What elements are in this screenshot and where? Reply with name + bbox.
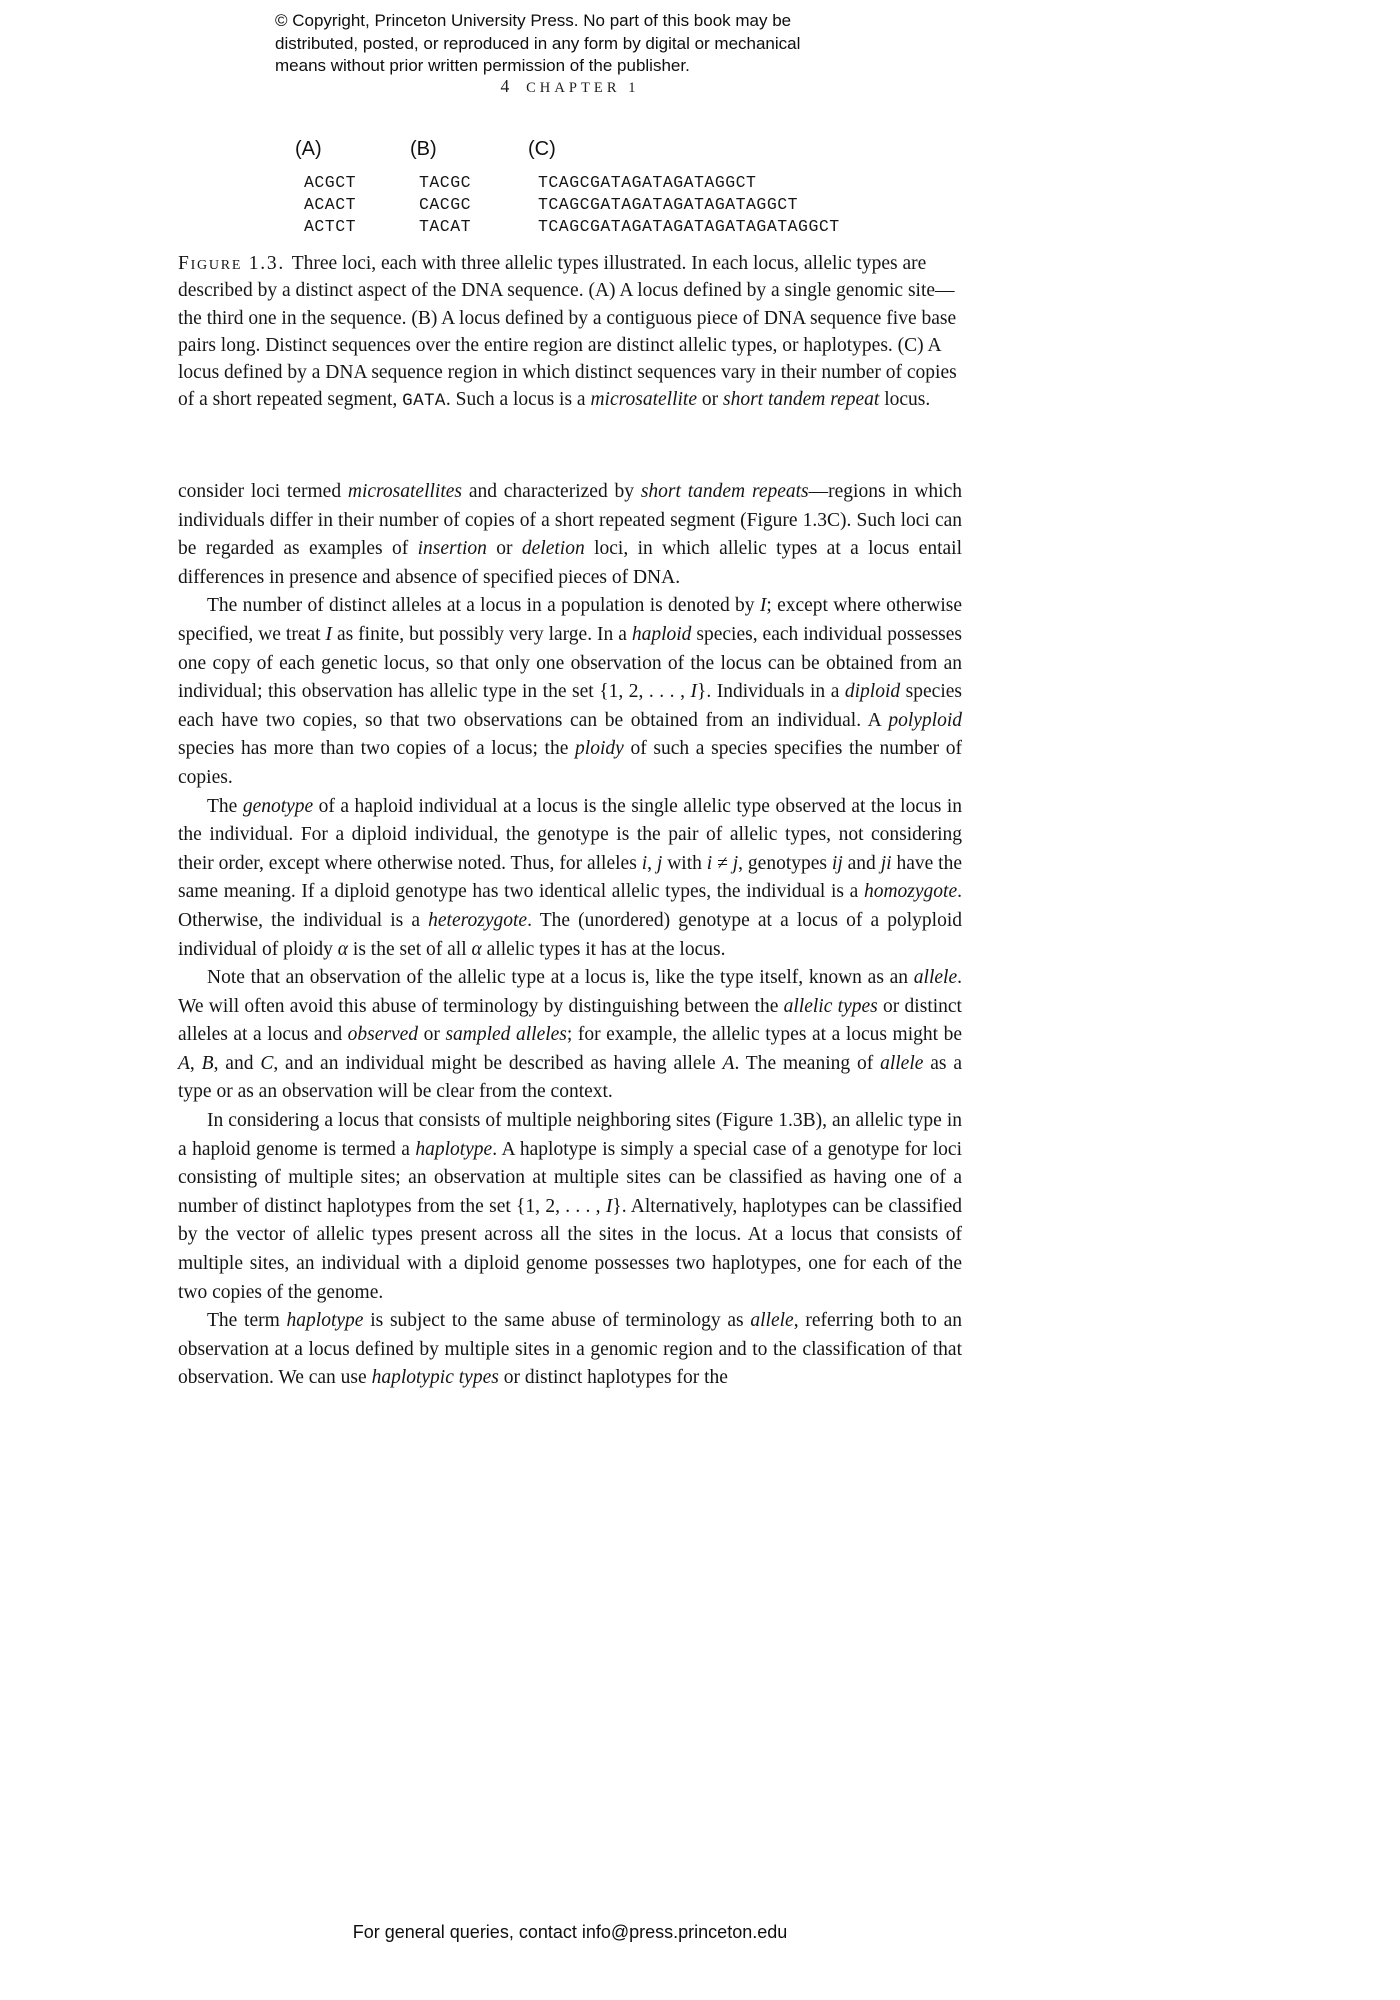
text-run: ,: [189, 1052, 202, 1074]
dna-sequence: TCAGCGATAGATAGATAGGCT: [538, 173, 757, 192]
paragraph: [178, 1107, 962, 1307]
text-run: i: [641, 852, 648, 874]
paragraph: [178, 793, 962, 965]
text-run: or: [696, 389, 723, 411]
paragraph: [178, 1307, 962, 1393]
text-run: or: [486, 538, 522, 560]
text-run: A: [722, 1052, 735, 1074]
paragraph: [178, 478, 962, 592]
text-run: diploid: [844, 681, 901, 703]
text-run: , and an individual might be described as having allele: [273, 1052, 723, 1074]
text-run: polyploid: [888, 709, 962, 731]
text-run: genotype: [242, 795, 314, 817]
text-run: }. Individuals in a: [696, 681, 845, 703]
text-run: . We will often avoid this abuse of terminology by distinguishing between the: [178, 967, 962, 1017]
sequence-list-a: [295, 172, 410, 238]
figure-panel-label-c: (C): [528, 138, 556, 160]
footer-contact: For general queries, contact info@press.princeton.edu: [352, 1922, 788, 1942]
text-run: as finite, but possibly very large. In a: [332, 623, 632, 645]
page-number: 4: [500, 76, 511, 96]
text-run: homozygote: [863, 881, 958, 903]
text-run: microsatellite: [590, 389, 697, 411]
text-run: . Such a locus is a: [445, 389, 591, 411]
text-run: allelic types: [783, 995, 878, 1017]
figure-panel-a: [295, 138, 410, 238]
text-run: as a type or as an observation will be clear from the context.: [178, 1052, 963, 1103]
text-run: GATA: [402, 391, 446, 412]
text-run: allele: [913, 967, 958, 989]
text-run: haploid: [631, 623, 692, 645]
text-run: with: [662, 852, 707, 874]
text-run: I: [690, 681, 697, 703]
text-run: , genotypes: [738, 852, 832, 874]
text-run: I: [605, 1195, 613, 1217]
dna-sequence: ACTCT: [304, 217, 357, 236]
text-run: ; except where otherwise specified, we treat: [178, 595, 962, 645]
text-run: ji: [880, 852, 892, 874]
text-run: haplotype: [415, 1138, 493, 1160]
text-run: observed: [347, 1024, 419, 1046]
chapter-label: CHAPTER 1: [526, 80, 640, 96]
copyright-line: © Copyright, Princeton University Press. No part of this book may be: [275, 11, 792, 30]
text-run: have the same meaning. If a diploid genotype has two identical allelic types, the individual is a: [178, 852, 962, 903]
text-run: or: [418, 1024, 446, 1046]
text-run: allelic types it has at the locus.: [481, 938, 726, 960]
text-run: The number of distinct alleles at a locus in a population is denoted by: [207, 595, 760, 617]
text-run: i: [706, 852, 713, 874]
text-run: A: [178, 1052, 190, 1074]
text-run: or distinct haplotypes for the: [498, 1367, 728, 1389]
text-run: C: [260, 1052, 274, 1074]
text-run: of such a species specifies the number of copies.: [178, 738, 962, 788]
text-run: Three loci, each with three allelic types illustrated. In each locus, allelic types are described by a distinct aspect of the DNA sequence. (A) A locus defined by a single genomic site—the third one in the sequence. (B) A locus defined by a contiguous piece of DNA sequence five base pairs long. Distinct sequences over the entire region are distinct allelic types, or haplotypes. (C) A locus defined by a DNA sequence region in which distinct sequences vary in their number of copies of a short repeated segment,: [178, 253, 957, 411]
text-run: allele: [750, 1310, 794, 1332]
dna-sequence: TACAT: [419, 217, 472, 236]
text-run: In considering a locus that consists of multiple neighboring sites (Figure 1.3B), an allelic type in a haploid genome is termed a: [178, 1110, 962, 1160]
text-run: and characterized by: [462, 481, 641, 502]
text-run: ≠: [712, 852, 733, 874]
text-run: heterozygote: [428, 909, 528, 931]
text-run: or distinct alleles at a locus and: [178, 995, 962, 1046]
text-run: ij: [831, 852, 843, 874]
text-run: ; for example, the allelic types at a locus might be: [566, 1024, 963, 1046]
text-run: haplotypic types: [371, 1367, 499, 1389]
text-run: allele: [880, 1052, 924, 1074]
text-run: short tandem repeat: [722, 389, 880, 411]
paragraph: [178, 964, 962, 1107]
sequence-list-b: [410, 172, 528, 238]
dna-sequence: TACGC: [419, 173, 472, 192]
text-run: species, each individual possesses one copy of each genetic locus, so that only one observation of the locus can be obtained from an individual; this observation has allelic type in the set {1, 2, . . . ,: [178, 623, 962, 703]
text-run: insertion: [417, 538, 487, 560]
text-run: ploidy: [575, 738, 624, 760]
text-run: . The (unordered) genotype at a locus of a polyploid individual of ploidy: [178, 909, 962, 960]
sequence-list-c: [528, 172, 840, 238]
dna-sequence: TCAGCGATAGATAGATAGATAGGCT: [538, 195, 799, 214]
dna-sequence: ACACT: [304, 195, 357, 214]
dna-sequence: ACGCT: [304, 173, 357, 192]
figure-caption: [178, 250, 962, 416]
text-run: loci, in which allelic types at a locus entail differences in presence and absence of specified pieces of DNA.: [178, 538, 962, 588]
text-run: . Otherwise, the individual is a: [178, 881, 962, 931]
text-run: The: [207, 795, 243, 817]
text-run: microsatellites: [347, 481, 462, 502]
text-run: . A haplotype is simply a special case of a genotype for loci consisting of multiple sites; an observation at multiple sites can be classified as having one of a number of distinct haplotypes from the set {1, 2, . . . ,: [178, 1138, 962, 1217]
body-text: [178, 478, 962, 1393]
text-run: species each have two copies, so that two observations can be obtained from an individual. A: [178, 681, 962, 731]
text-run: α: [471, 938, 482, 960]
text-run: Figure 1.3.: [178, 253, 292, 274]
running-head: [178, 76, 962, 97]
dna-sequence: TCAGCGATAGATAGATAGATAGATAGGCT: [538, 217, 840, 236]
text-run: species has more than two copies of a locus; the: [178, 738, 576, 760]
text-run: haplotype: [286, 1310, 364, 1332]
text-run: , referring both to an observation at a locus defined by multiple sites in a genomic region and to the classification of that observation. We can use: [178, 1310, 962, 1389]
text-run: j: [732, 852, 739, 874]
text-run: sampled alleles: [445, 1024, 567, 1046]
figure-panel-label-b: (B): [410, 138, 437, 160]
text-run: deletion: [521, 538, 585, 560]
text-run: α: [337, 938, 349, 960]
text-run: and: [842, 852, 881, 874]
text-run: ,: [647, 852, 657, 874]
copyright-notice: [275, 10, 800, 78]
text-run: Note that an observation of the allelic type at a locus is, like the type itself, known as an: [207, 967, 914, 989]
text-run: j: [656, 852, 663, 874]
text-run: is the set of all: [348, 938, 472, 960]
figure-1-3: [295, 138, 840, 238]
figure-panel-c: [528, 138, 840, 238]
text-run: The term: [207, 1310, 287, 1332]
text-run: , and: [213, 1052, 261, 1074]
text-run: . The meaning of: [734, 1052, 881, 1074]
text-run: is subject to the same abuse of terminology as: [363, 1310, 751, 1332]
figure-sequence-panels: [295, 138, 840, 238]
text-run: locus.: [879, 389, 931, 411]
figure-panel-label-a: (A): [295, 138, 322, 160]
text-run: I: [759, 595, 767, 617]
text-run: I: [325, 623, 332, 645]
copyright-line: distributed, posted, or reproduced in any form by digital or mechanical: [275, 33, 801, 53]
dna-sequence: CACGC: [419, 195, 472, 214]
text-run: B: [201, 1052, 214, 1074]
figure-panel-b: [410, 138, 528, 238]
text-run: }. Alternatively, haplotypes can be classified by the vector of allelic types present across all the sites in the locus. At a locus that consists of multiple sites, an individual with a diploid genome possesses two haplotypes, one for each of the two copies of the genome.: [178, 1195, 962, 1303]
text-run: short tandem repeats: [640, 481, 809, 502]
paragraph: [178, 592, 962, 792]
text-run: consider loci termed: [178, 481, 348, 502]
text-run: of a haploid individual at a locus is the single allelic type observed at the locus in the individual. For a diploid individual, the genotype is the pair of allelic types, not considering their order, except where otherwise noted. Thus, for alleles: [178, 795, 962, 874]
text-run: —regions in which individuals differ in their number of copies of a short repeated segment (Figure 1.3C). Such loci can be regarded as examples of: [178, 481, 962, 560]
copyright-line: means without prior written permission of the publisher.: [275, 56, 690, 75]
